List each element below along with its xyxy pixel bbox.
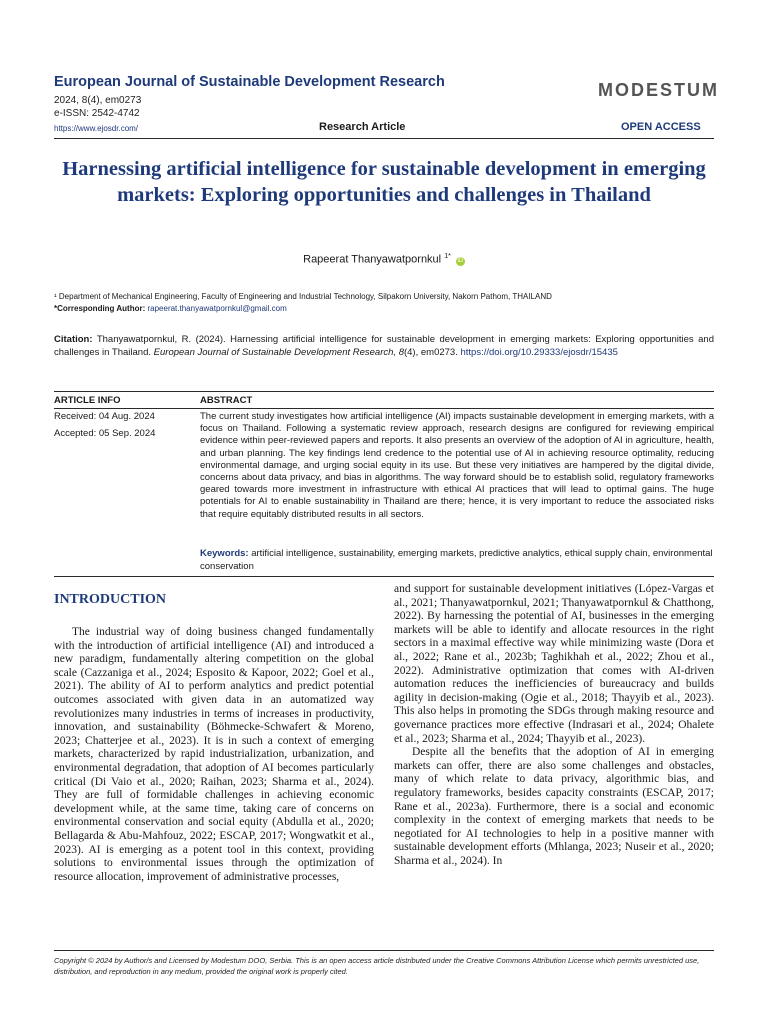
doi-link[interactable]: https://doi.org/10.29333/ejosdr/15435 bbox=[460, 346, 618, 358]
body-left-column bbox=[54, 626, 374, 884]
info-top-divider bbox=[54, 391, 714, 392]
author-name: Rapeerat Thanyawatpornkul bbox=[303, 253, 442, 266]
footer-divider bbox=[54, 950, 714, 951]
journal-meta bbox=[54, 94, 141, 120]
corresponding-email-link[interactable]: rapeerat.thanyawatpornkul@gmail.com bbox=[147, 304, 287, 313]
keywords bbox=[200, 548, 714, 573]
body-paragraph: The industrial way of doing business changed fundamentally with the introduction of artificial intelligence (AI) and introduced a new paradigm, fundamentally altering competition on the global scale (Cazzaniga et al., 2024; Esposito & Kapoor, 2022; Goel et al., 2021). The ability of AI to perform analytics and predict potential outcomes associated with given data in an automatized way revolutionizes many industries in terms of increases in productivity, innovation, and sustainability (Böhmecke-Schwafert & Moreno, 2023; Chatterjee et al., 2023). It is in such a context of emerging markets, characterized by rapid industrialization, urbanization, and environmental degradation, that adoption of AI becomes particularly critical (Di Vaio et al., 2020; Raihan, 2023; Sharma et al., 2024). They are full of formidable challenges in achieving economic development while, at the same time, taking care of concerns on environmental conservation and social equity (Abdulla et al., 2020; Bellagarda & Abu-Mahfouz, 2022; ESCAP, 2017; Wongwatkit et al., 2023). AI is emerging as a potent tool in this context, providing solutions to environmental issues through the optimization of resource allocation, improvement of administrative processes, bbox=[54, 626, 374, 883]
keywords-label: Keywords: bbox=[200, 548, 249, 559]
author-marks: 1* bbox=[444, 253, 451, 260]
abstract-label: ABSTRACT bbox=[200, 395, 253, 406]
open-access-label: OPEN ACCESS bbox=[621, 121, 701, 133]
orcid-icon[interactable]: iD bbox=[457, 257, 464, 264]
citation-text: Thanyawatpornkul, R. (2024). Harnessing artificial intelligence for sustainable development in emerging markets: Exploring opportunities and challenges in Thailand. bbox=[54, 334, 714, 358]
accepted-date: Accepted: 05 Sep. 2024 bbox=[54, 428, 156, 439]
citation-journal: European Journal of Sustainable Development Research, 8 bbox=[153, 346, 404, 358]
corresponding-label: *Corresponding Author: bbox=[54, 304, 146, 313]
affiliation-line: ¹ Department of Mechanical Engineering, Faculty of Engineering and Industrial Technology, Silpakorn University, Nakorn Pathom, THAILAND bbox=[54, 292, 552, 301]
article-info-label: ARTICLE INFO bbox=[54, 395, 121, 406]
header-divider bbox=[54, 138, 714, 139]
abstract-text: The current study investigates how artificial intelligence (AI) impacts sustainable development in emerging markets, with a focus on Thailand. Following a systematic review approach, research designs are configured for reviewing empirical evidence within peer-reviewed papers and reports. It also presents an overview of the adoption of AI in agriculture, health, and urban planning. The key findings lend credence to the potential use of AI in achieving resource optimality, reducing environmental damage, and urging social equity in its use. But these very initiatives are hampered by the digital divide, concerns about data privacy, and bias in algorithms. The way forward should be to establish solid, regulatory frameworks geared towards more investment in infrastructure with ethical AI practices that will lead to optimal gains. The huge potentials for AI to enable sustainability in Thailand are there; hence, it is very important to reduce the associated risks that require equitably distributed results in all sectors. bbox=[200, 411, 714, 520]
section-heading: INTRODUCTION bbox=[54, 592, 167, 607]
affiliation-block bbox=[54, 291, 552, 315]
keywords-list: artificial intelligence, sustainability, emerging markets, predictive analytics, ethical supply chain, environmental conservation bbox=[200, 548, 713, 572]
received-date: Received: 04 Aug. 2024 bbox=[54, 411, 155, 422]
copyright-notice: Copyright © 2024 by Author/s and Licensed by Modestum DOO, Serbia. This is an open access article distributed under the Creative Commons Attribution License which permits unrestricted use, distribution, and reproduction in any medium, provided the original work is properly cited. bbox=[54, 956, 700, 976]
paper-title: Harnessing artificial intelligence for sustainable development in emerging markets: Exploring opportunities and challenges in Thailand bbox=[62, 158, 706, 206]
abstract-bottom-divider bbox=[54, 576, 714, 577]
citation-block bbox=[54, 334, 714, 359]
corresponding-author bbox=[54, 303, 552, 315]
citation-label: Citation: bbox=[54, 334, 93, 345]
body-paragraph: and support for sustainable development initiatives (López-Vargas et al., 2021; Thanyawatpornkul, 2021; Thanyawatpornkul & Chatthong, 2022). By harnessing the potential of AI, businesses in the emerging markets will be able to identify and allocate resources in the right sectors in a maximal effective way while minimizing waste (Dora et al., 2022; Rane et al., 2023b; Taghikhah et al., 2022; Zhou et al., 2022). Administrative optimization that comes with AI-driven automation reduces the inefficiencies of bureaucracy and builds agility in decision-making (Ogie et al., 2018; Thayyib et al., 2023). This also helps in promoting the SDGs through making resource and governance practices more effective (Indrasari et al., 2024; Ohalete et al., 2023; Sharma et al., 2024; Thayyib et al., 2023). bbox=[394, 583, 714, 745]
journal-url-link[interactable]: https://www.ejosdr.com/ bbox=[54, 124, 139, 133]
article-type: Research Article bbox=[319, 121, 406, 133]
issn-info: e-ISSN: 2542-4742 bbox=[54, 108, 140, 119]
journal-name: European Journal of Sustainable Development Research bbox=[54, 74, 445, 90]
publisher-logo: MODESTUM bbox=[598, 80, 719, 100]
citation-issue: (4), em0273. bbox=[403, 346, 458, 358]
volume-info: 2024, 8(4), em0273 bbox=[54, 95, 142, 106]
info-label-divider bbox=[54, 408, 714, 409]
body-paragraph: Despite all the benefits that the adoption of AI in emerging markets can offer, there are also some challenges and obstacles, many of which relate to data privacy, algorithmic bias, and regulatory frameworks, besides capacity constraints (ESCAP, 2017; Rane et al., 2023a). Furthermore, there is a social and economic complexity in the context of emerging markets that needs to be negotiated for AI technologies to help in a positive manner with sustainable development efforts (Mhlanga, 2023; Nuseir et al., 2020; Sharma et al., 2024). In bbox=[394, 746, 714, 867]
body-right-column bbox=[394, 583, 714, 868]
author-line bbox=[54, 253, 714, 266]
